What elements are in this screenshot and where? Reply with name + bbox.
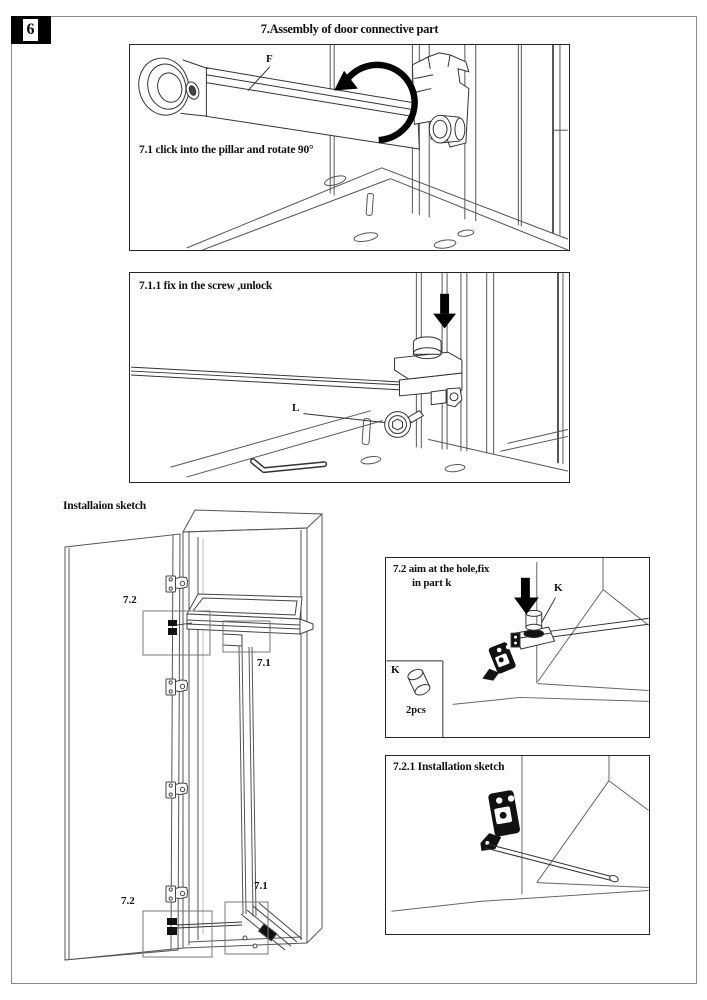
sketch-caption: Installaion sketch bbox=[63, 500, 146, 512]
rod-drawing bbox=[485, 844, 619, 883]
inset-pin-drawing bbox=[406, 667, 431, 697]
cabinet-drawing bbox=[55, 494, 345, 974]
inset-quantity-label: 2pcs bbox=[406, 705, 426, 716]
page-number-box bbox=[11, 16, 51, 44]
screw-drawing bbox=[385, 412, 411, 438]
step-7-2-1-caption: 7.2.1 Installation sketch bbox=[393, 761, 505, 773]
step-7-1-caption: 7.1 click into the pillar and rotate 90° bbox=[139, 144, 314, 156]
door-bracket-drawing bbox=[412, 53, 468, 147]
hinge-icon bbox=[166, 679, 188, 695]
part-l-label: L bbox=[292, 402, 300, 414]
panel-7-1 bbox=[129, 44, 570, 251]
installed-hinge-drawing bbox=[386, 756, 649, 934]
l-label-leader bbox=[303, 414, 384, 423]
installation-sketch bbox=[55, 494, 345, 974]
room-corner-lines bbox=[391, 756, 648, 911]
rod-drawing bbox=[551, 618, 649, 637]
part-f-label: F bbox=[266, 53, 273, 65]
hinge-icon bbox=[166, 576, 188, 592]
down-arrow-icon bbox=[514, 578, 539, 615]
panel-7-2 bbox=[385, 557, 650, 738]
page-title: 7.Assembly of door connective part bbox=[260, 22, 439, 36]
hinge-icon bbox=[166, 782, 188, 798]
label-7-1-upper: 7.1 bbox=[257, 657, 271, 669]
down-arrow-icon bbox=[433, 294, 456, 329]
step-7-1-1-caption: 7.1.1 fix in the screw ,unlock bbox=[139, 280, 273, 292]
label-7-1-lower: 7.1 bbox=[254, 880, 268, 892]
allen-key-drawing bbox=[253, 461, 324, 470]
connecting-rod-drawing bbox=[131, 367, 400, 390]
basket-drawing bbox=[187, 594, 313, 646]
label-7-2-upper: 7.2 bbox=[123, 594, 137, 606]
base-plate-lines bbox=[187, 168, 568, 250]
panel-7-1-1 bbox=[129, 272, 570, 483]
step-7-2-caption-line2: in part k bbox=[412, 577, 452, 589]
k-label-leader bbox=[542, 598, 556, 623]
black-hinge-drawing bbox=[480, 790, 520, 851]
slide-rail-lines bbox=[239, 646, 256, 916]
page-number: 6 bbox=[23, 19, 38, 41]
hinge-icon bbox=[166, 886, 188, 902]
screw-fix-drawing bbox=[130, 273, 569, 482]
clamp-bracket-drawing bbox=[395, 337, 462, 423]
label-7-2-lower: 7.2 bbox=[121, 895, 135, 907]
pin-k-drawing bbox=[524, 610, 544, 637]
step-7-2-caption-line1: 7.2 aim at the hole,fix bbox=[393, 563, 490, 575]
panel-7-2-1 bbox=[385, 755, 650, 935]
inset-part-k-label: K bbox=[391, 664, 400, 676]
bottom-slide-carriage bbox=[241, 903, 302, 950]
cabinet-body-outline bbox=[65, 510, 322, 960]
part-k-label: K bbox=[554, 582, 563, 594]
